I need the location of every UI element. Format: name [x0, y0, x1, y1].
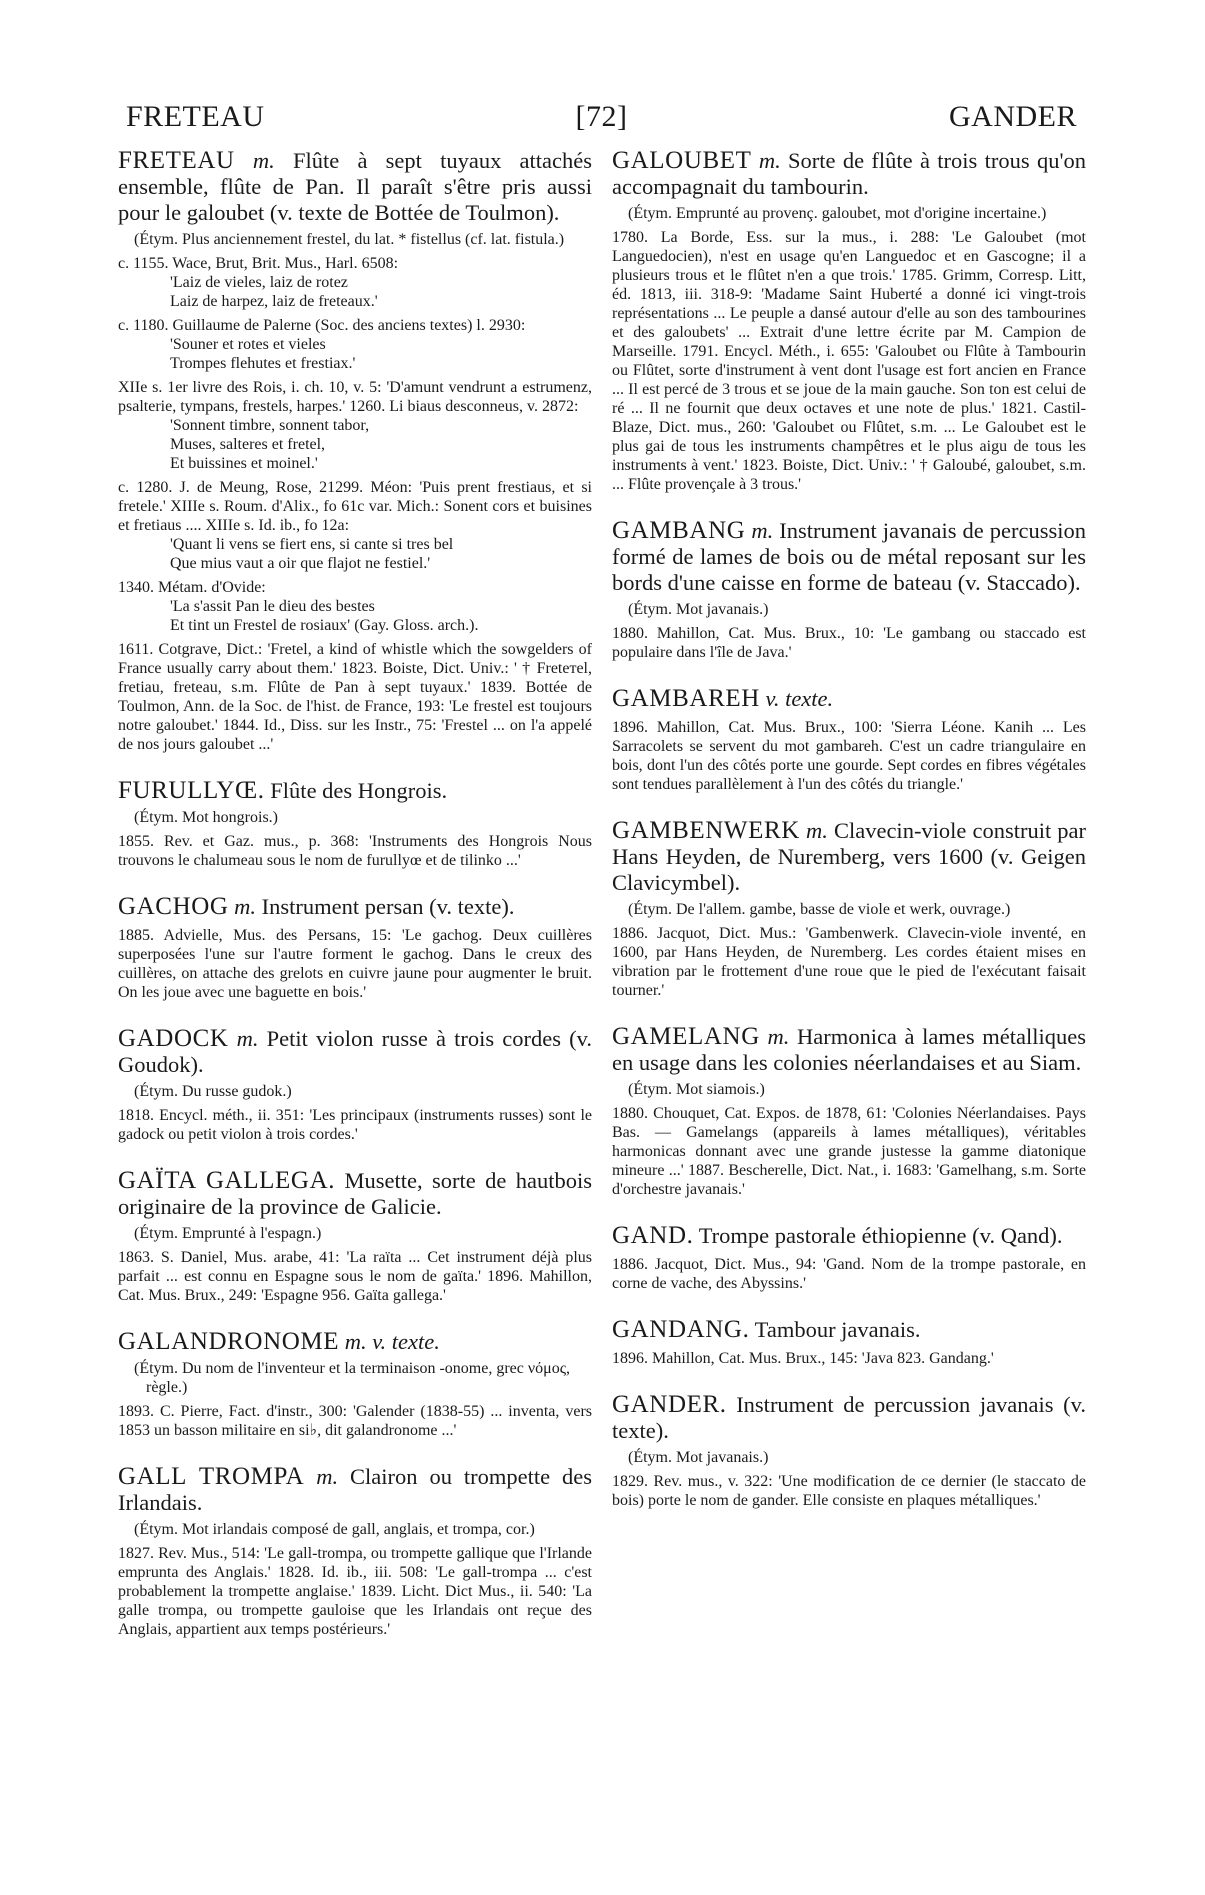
entry-heading-line [118, 1464, 592, 1516]
left-column [118, 148, 592, 1663]
entry-heading-line [612, 1024, 1086, 1076]
entry-definition: Instrument javanais de percussion formé de lames de bois ou de métal reposant sur les bords d'une caisse en forme de bateau (v. Staccado). [612, 518, 1086, 595]
dictionary-entry [612, 1392, 1086, 1510]
entry-headword: GAÏTA GALLEGA. [118, 1167, 336, 1194]
entry-headword: GALL TROMPA [118, 1463, 305, 1490]
dictionary-entry [118, 894, 592, 1002]
right-column [612, 148, 1086, 1534]
entry-headword: GACHOG [118, 893, 229, 920]
entry-heading-line [118, 894, 592, 920]
dictionary-entry [612, 148, 1086, 494]
entry-headword: GAMELANG [612, 1023, 760, 1050]
entry-definition: Musette, sorte de hautbois originaire de la province de Galicie. [118, 1168, 592, 1219]
entry-definition: Flûte à sept tuyaux attachés ensemble, flûte de Pan. Il paraît s'être pris aussi pour le galoubet (v. texte de Bottée de Toulmon). [118, 148, 593, 225]
citation-text: c. 1280. J. de Meung, Rose, 21299. Méon: 'Puis prent frestiaus, et si fretele.' XIIIe s. Roum. d'Alix., fo 61c var. Mich.: Sonent cors et buisines et fretiaus .... XIIIe s. Id. ib., fo 12a: [118, 479, 592, 534]
dictionary-entry [118, 778, 592, 870]
citation-text: 1611. Cotgrave, Dict.: 'Fretel, a kind of whistle which the sowgelders of France usually carry about them.' 1823. Boiste, Dict. Univ.: ' † Freteтel, fretiau, freteau, s.m. Flûte de Pan à sept tuyaux.' 1839. Bottée de Toulmon, Ann. de la Soc. de l'hist. de France, 193: 'Le frestel est toujours notre galoubet.' 1844. Id., Diss. sur les Instr., 75: 'Frestel ... on l'a appelé de nos jours galoubet ...' [118, 641, 592, 753]
quoted-verse-line: 'Sonnent timbre, sonnent tabor, [170, 417, 370, 434]
entry-grammar: v. texte. [765, 686, 834, 711]
dictionary-entry [118, 1329, 592, 1440]
citation-text: 1893. C. Pierre, Fact. d'instr., 300: 'Galender (1838-55) ... inventa, vers 1853 un basson militaire en si♭, dit galandronome ...' [118, 1403, 592, 1439]
entry-headword: GANDANG. [612, 1316, 750, 1343]
entry-definition: Petit violon russe à trois cordes (v. Goudok). [118, 1026, 593, 1077]
quoted-verse-line: Trompes flehutes et frestiax.' [170, 355, 356, 372]
quoted-verse-line: 'La s'assit Pan le dieu des bestes [170, 598, 375, 615]
citation-text: 1863. S. Daniel, Mus. arabe, 41: 'La raïta ... Cet instrument déjà plus parfait ... est connu en Espagne sous le nom de gaïta.' 1896. Mahillon, Cat. Mus. Brux., 249: 'Espagne 956. Gaïta gallega.' [118, 1249, 592, 1304]
etymology-note: (Étym. Mot siamois.) [628, 1081, 765, 1098]
entry-grammar: m. [234, 894, 257, 919]
dictionary-entry [118, 148, 592, 754]
entry-headword: GANDER. [612, 1391, 727, 1418]
etymology-note: (Étym. Mot javanais.) [628, 601, 769, 618]
entry-headword: GADOCK [118, 1025, 229, 1052]
entry-headword: FRETEAU [118, 147, 235, 174]
dictionary-entry [612, 1024, 1086, 1199]
citation-text: c. 1180. Guillaume de Palerne (Soc. des anciens textes) l. 2930: [118, 317, 526, 334]
page-number: [72] [575, 100, 628, 133]
entry-heading-line [118, 1329, 592, 1355]
citation-text: 1818. Encycl. méth., ii. 351: 'Les principaux (instruments russes) sont le gadock ou petit violon à trois cordes.' [118, 1107, 592, 1143]
dictionary-entry [118, 1464, 592, 1639]
citation-text: 1780. La Borde, Ess. sur la mus., i. 288: 'Le Galoubet (mot Languedocien), n'est en usage qu'en Languedoc et en Gascogne; il a plusieurs trous et le flûtet n'en a que trois.' 1785. Grimm, Corresp. Litt, éd. 1813, iii. 318-9: 'Madame Saint Huberté a donné ici vingt-trois représentations ... Le peuple a dansé autour d'elle au son des tambourines et des galoubets' ... Extrait d'une lettre écrite par M. Campion de Marseille. 1791. Encycl. Méth., i. 655: 'Galoubet ou Flûte à Tambourin ou Flûtet, sorte d'instrument à vent dont l'usage est fort ancien en France ... Il est percé de 3 trous et se joue de la main gauche. Son ton est celui de ré ... Il ne fournit que deux octaves et une note de plus.' 1821. Castil-Blaze, Dict. mus., 260: 'Galoubet ou Flûtet, s.m. ... Le Galoubet est le plus gai de tous les instruments champêtres et le plus aigu de tous les instruments à vent.' 1823. Boiste, Dict. Univ.: ' † Galoubé, galoubet, s.m. ... Flûte provençale à 3 trous.' [612, 229, 1086, 493]
entry-heading-line [612, 148, 1086, 200]
dictionary-entry [118, 1026, 592, 1144]
entry-definition: Clavecin-viole construit par Hans Heyden, de Nuremberg, vers 1600 (v. Geigen Clavicymbel). [612, 818, 1087, 895]
quoted-verse-line: Que mius vaut a oir que flajot ne festiel.' [170, 555, 431, 572]
running-head-right: GANDER [949, 100, 1077, 133]
entry-grammar: m. [806, 818, 828, 843]
quoted-verse-line: 'Quant li vens se fiert ens, si cante si tres bel [170, 536, 454, 553]
citation-text: XIIe s. 1er livre des Rois, i. ch. 10, v. 5: 'D'amunt vendrunt a estrumenz, psalterie, tympans, frestels, harpes.' 1260. Li biaus desconneus, v. 2872: [118, 379, 592, 415]
etymology-note: (Étym. Emprunté au provenç. galoubet, mot d'origine incertaine.) [628, 205, 1047, 222]
etymology-note: (Étym. Emprunté à l'espagn.) [134, 1225, 322, 1242]
etymology-note: (Étym. Mot irlandais composé de gall, anglais, et trompa, cor.) [134, 1521, 535, 1538]
entry-heading-line [612, 1392, 1086, 1444]
entry-headword: GALOUBET [612, 147, 752, 174]
entry-grammar: m. [767, 1024, 790, 1049]
dictionary-entry [612, 686, 1086, 794]
quoted-verse-line: 'Souner et rotes et vieles [170, 336, 326, 353]
entry-headword: GAND. [612, 1222, 694, 1249]
quoted-verse-line: Et tint un Frestel de rosiaux' (Gay. Gloss. arch.). [170, 617, 479, 634]
citation-text: 1880. Mahillon, Cat. Mus. Brux., 10: 'Le gambang ou staccado est populaire dans l'île de Java.' [612, 625, 1086, 661]
entry-heading-line [118, 778, 592, 804]
entry-headword: GAMBAREH [612, 685, 760, 712]
citation-text: 1886. Jacquot, Dict. Mus.: 'Gambenwerk. Clavecin-viole inventé, en 1600, par Hans Heyden, de Nuremberg. Les cordes étaient mises en vibration par le frottement d'une roue que le pied de l'exécutant faisait tourner.' [612, 925, 1086, 999]
dictionary-entry [612, 518, 1086, 662]
entry-grammar: m. [758, 148, 781, 173]
etymology-note: (Étym. Mot javanais.) [628, 1449, 769, 1466]
entry-heading-line [118, 1168, 592, 1220]
entry-definition: Sorte de flûte à trois trous qu'on accompagnait du tambourin. [612, 148, 1086, 199]
entry-heading-line [118, 148, 592, 226]
etymology-note: (Étym. Du nom de l'inventeur et la terminaison -onome, grec νόμος, règle.) [134, 1360, 571, 1396]
entry-definition: Trompe pastorale éthiopienne (v. Qand). [698, 1223, 1063, 1248]
dictionary-entry [118, 1168, 592, 1305]
running-head-left: FRETEAU [126, 100, 265, 133]
citation-text: c. 1155. Wace, Brut, Brit. Mus., Harl. 6508: [118, 255, 399, 272]
entry-definition: Tambour javanais. [754, 1317, 921, 1342]
entry-grammar: m. v. texte. [344, 1329, 440, 1354]
running-head [126, 100, 1077, 140]
entry-heading-line [612, 1317, 1086, 1343]
entry-heading-line [612, 686, 1086, 712]
dictionary-entry [612, 1223, 1086, 1293]
entry-grammar: m. [316, 1464, 339, 1489]
citation-text: 1829. Rev. mus., v. 322: 'Une modification de ce dernier (le staccato de bois) porte le nom de gander. Elle consiste en plaques métalliques.' [612, 1473, 1086, 1509]
etymology-note: (Étym. Plus anciennement frestel, du lat. * fistellus (cf. lat. fistula.) [134, 231, 565, 248]
etymology-note: (Étym. Mot hongrois.) [134, 809, 278, 826]
citation-text: 1896. Mahillon, Cat. Mus. Brux., 145: 'Java 823. Gandang.' [612, 1350, 994, 1367]
quoted-verse-line: Muses, salteres et fretel, [170, 436, 326, 453]
entry-definition: Instrument persan (v. texte). [261, 894, 515, 919]
citation-text: 1896. Mahillon, Cat. Mus. Brux., 100: 'Sierra Léone. Kanih ... Les Sarracolets se servent du mot gambareh. C'est un cadre triangulaire en bois, dont l'un des côtés porte une gourde. Sept cordes en fibres végétales sont tendues parallèlement à l'un des côtés du triangle.' [612, 719, 1086, 793]
entry-grammar: m. [751, 518, 774, 543]
entry-headword: GALANDRONOME [118, 1328, 340, 1355]
dictionary-entry [612, 1317, 1086, 1368]
entry-heading-line [612, 1223, 1086, 1249]
quoted-verse-line: Et buissines et moinel.' [170, 455, 318, 472]
entry-definition: Harmonica à lames métalliques en usage dans les colonies néerlandaises et au Siam. [612, 1024, 1086, 1075]
citation-text: 1855. Rev. et Gaz. mus., p. 368: 'Instruments des Hongrois Nous trouvons le chalumeau sous le nom de furullyœ et de tilinko ...' [118, 833, 592, 869]
quoted-verse-line: Laiz de harpez, laiz de freteaux.' [170, 293, 378, 310]
citation-text: 1886. Jacquot, Dict. Mus., 94: 'Gand. Nom de la trompe pastorale, en corne de vache, des Abyssins.' [612, 1256, 1086, 1292]
etymology-note: (Étym. Du russe gudok.) [134, 1083, 292, 1100]
entry-headword: FURULLYŒ. [118, 777, 265, 804]
entry-headword: GAMBENWERK [612, 817, 800, 844]
citation-text: 1885. Advielle, Mus. des Persans, 15: 'Le gachog. Deux cuillères superposées l'une sur l'autre forment le gachog. Dans le creux des cuillères, on attache des grelots en cuivre jaune pour augmenter le bruit. On les joue avec une baguette en bois.' [118, 927, 592, 1001]
citation-text: 1340. Métam. d'Ovide: [118, 579, 266, 596]
entry-heading-line [118, 1026, 592, 1078]
etymology-note: (Étym. De l'allem. gambe, basse de viole et werk, ouvrage.) [628, 901, 1011, 918]
entry-heading-line [612, 518, 1086, 596]
entry-definition: Clairon ou trompette des Irlandais. [118, 1464, 592, 1515]
entry-grammar: m. [236, 1026, 259, 1051]
entry-heading-line [612, 818, 1086, 896]
citation-text: 1827. Rev. Mus., 514: 'Le gall-trompa, ou trompette gallique que l'Irlande emprunta des Anglais.' 1828. Id. ib., iii. 508: 'Le gall-trompa ... c'est probablement la trompette anglaise.' 1839. Licht. Dict Mus., ii. 540: 'La galle trompa, ou trompette gauloise que les Irlandais ont reçue des Anglais, appartient aux temps postérieurs.' [118, 1545, 592, 1638]
dictionary-entry [612, 818, 1086, 1000]
entry-grammar: m. [252, 148, 275, 173]
citation-text: 1880. Chouquet, Cat. Expos. de 1878, 61: 'Colonies Néerlandaises. Pays Bas. — Gamelangs (appareils à lames métalliques), véritables harmonicas donnant avec une grande justesse la gamme diatonique mineure ...' 1887. Bescherelle, Dict. Nat., i. 1683: 'Gamelhang, s.m. Sorte d'orchestre javanais.' [612, 1105, 1086, 1198]
quoted-verse-line: 'Laiz de vieles, laiz de rotez [170, 274, 348, 291]
entry-definition: Instrument de percussion javanais (v. texte). [612, 1392, 1086, 1443]
entry-headword: GAMBANG [612, 517, 746, 544]
entry-definition: Flûte des Hongrois. [270, 778, 448, 803]
